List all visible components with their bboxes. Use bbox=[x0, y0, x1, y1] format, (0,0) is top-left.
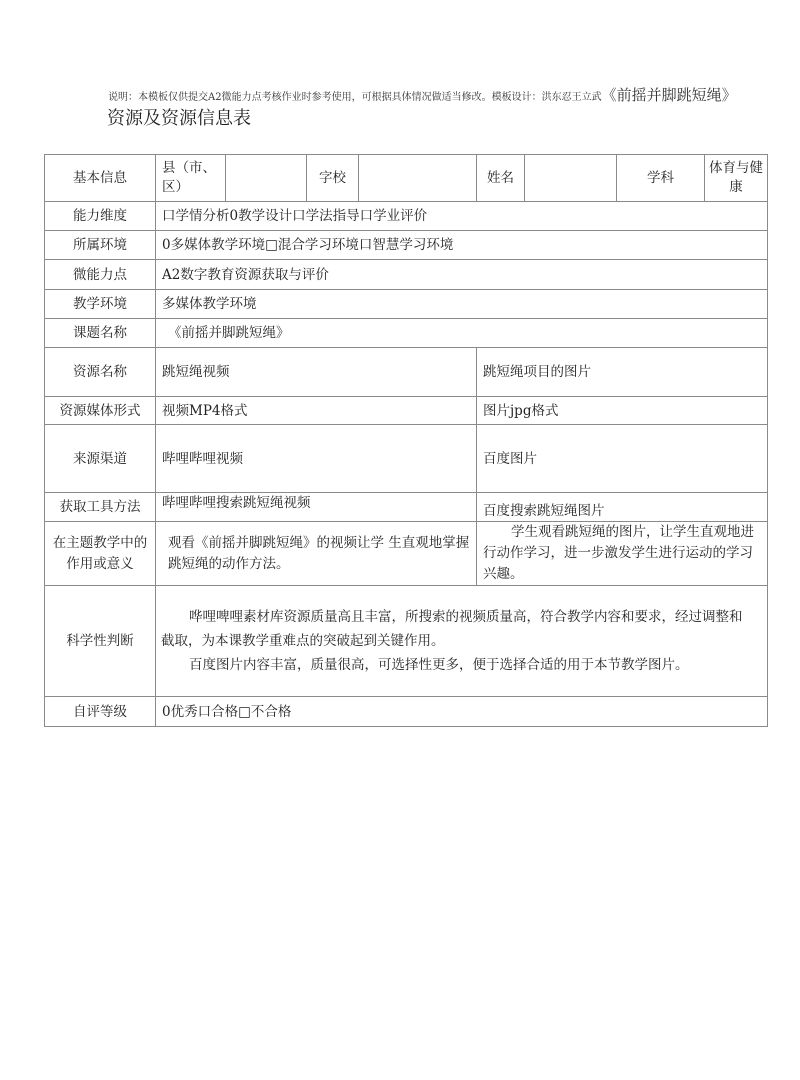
county-label: 县（市、区） bbox=[156, 155, 226, 202]
self-eval-row bbox=[45, 697, 768, 727]
role-2-text: 学生观看跳短绳的图片，让学生直观地进行动作学习，进一步激发学生进行运动的学习兴趣。 bbox=[483, 524, 754, 582]
environment-row bbox=[45, 231, 768, 260]
page-title: 资源及资源信息表 bbox=[107, 108, 251, 129]
media-form-label: 资源媒体形式 bbox=[45, 397, 156, 425]
resource-name-label: 资源名称 bbox=[45, 348, 156, 397]
ability-value: 口学情分析0教学设计口学法指导口学业评价 bbox=[156, 202, 768, 231]
tool-method-1: 哔哩哔哩搜索跳短绳视频 bbox=[156, 493, 477, 522]
name-field[interactable] bbox=[525, 155, 617, 202]
micro-ability-value: A2数字教育资源获取与评价 bbox=[156, 260, 768, 290]
subject-value: 体育与健康 bbox=[705, 155, 768, 202]
role-label: 在主题教学中的作用或意义 bbox=[45, 522, 156, 586]
scientific-paragraph-2: 百度图片内容丰富，质量很高，可选择性更多，便于选择合适的用于本节教学图片。 bbox=[189, 657, 689, 673]
school-field[interactable] bbox=[359, 155, 477, 202]
teaching-env-row bbox=[45, 290, 768, 319]
resource-name-2: 跳短绳项目的图片 bbox=[477, 348, 768, 397]
source-label: 来源渠道 bbox=[45, 425, 156, 493]
subject-label: 学科 bbox=[617, 155, 705, 202]
tool-method-label: 获取工具方法 bbox=[45, 493, 156, 522]
topic-label: 课题名称 bbox=[45, 319, 156, 348]
media-form-row bbox=[45, 397, 768, 425]
media-form-1: 视频MP4格式 bbox=[156, 397, 477, 425]
role-1: 观看《前摇并脚跳短绳》的视频让学 生直观地掌握跳短绳的动作方法。 bbox=[156, 522, 477, 586]
self-eval-label: 自评等级 bbox=[45, 697, 156, 727]
name-label: 姓名 bbox=[477, 155, 525, 202]
basic-info-row bbox=[45, 155, 768, 202]
school-label: 字校 bbox=[307, 155, 359, 202]
topic-row bbox=[45, 319, 768, 348]
scientific-paragraph-1: 哗哩啤哩素材库资源质量高且丰富，所搜索的视频质量高，符合教学内容和要求，经过调整和截取，为本课教学重难点的突破起到关键作用。 bbox=[161, 609, 743, 649]
note-text: 说明：本模板仅供提交A2微能力点考核作业时参考使用，可根据具体情况做适当修改。模板设计：洪东忍王立武 bbox=[108, 92, 602, 103]
resource-name-row bbox=[45, 348, 768, 397]
tool-method-2: 百度搜索跳短绳图片 bbox=[477, 493, 768, 522]
basic-info-label: 基本信息 bbox=[45, 155, 156, 202]
teaching-env-value: 多媒体教学环境 bbox=[156, 290, 768, 319]
source-1: 哔哩哔哩视频 bbox=[156, 425, 477, 493]
tool-method-row bbox=[45, 493, 768, 522]
source-row bbox=[45, 425, 768, 493]
note-lesson-title: 《前摇并脚跳短绳》 bbox=[601, 86, 737, 104]
source-2: 百度图片 bbox=[477, 425, 768, 493]
micro-ability-label: 微能力点 bbox=[45, 260, 156, 290]
teaching-env-label: 教学环境 bbox=[45, 290, 156, 319]
scientific-row bbox=[45, 586, 768, 697]
resource-name-1: 跳短绳视频 bbox=[156, 348, 477, 397]
topic-value: 《前摇并脚跳短绳》 bbox=[156, 319, 768, 348]
scientific-value bbox=[156, 586, 768, 697]
ability-label: 能力维度 bbox=[45, 202, 156, 231]
role-row bbox=[45, 522, 768, 586]
resource-info-table bbox=[44, 154, 768, 727]
county-field[interactable] bbox=[226, 155, 307, 202]
scientific-label: 科学性判断 bbox=[45, 586, 156, 697]
environment-value: 0多媒体教学环境□混合学习环境口智慧学习环境 bbox=[156, 231, 768, 260]
role-2 bbox=[477, 522, 768, 586]
self-eval-value: 0优秀口合格□不合格 bbox=[156, 697, 768, 727]
template-note bbox=[108, 84, 748, 105]
ability-row bbox=[45, 202, 768, 231]
micro-ability-row bbox=[45, 260, 768, 290]
environment-label: 所属环境 bbox=[45, 231, 156, 260]
media-form-2: 图片jpg格式 bbox=[477, 397, 768, 425]
